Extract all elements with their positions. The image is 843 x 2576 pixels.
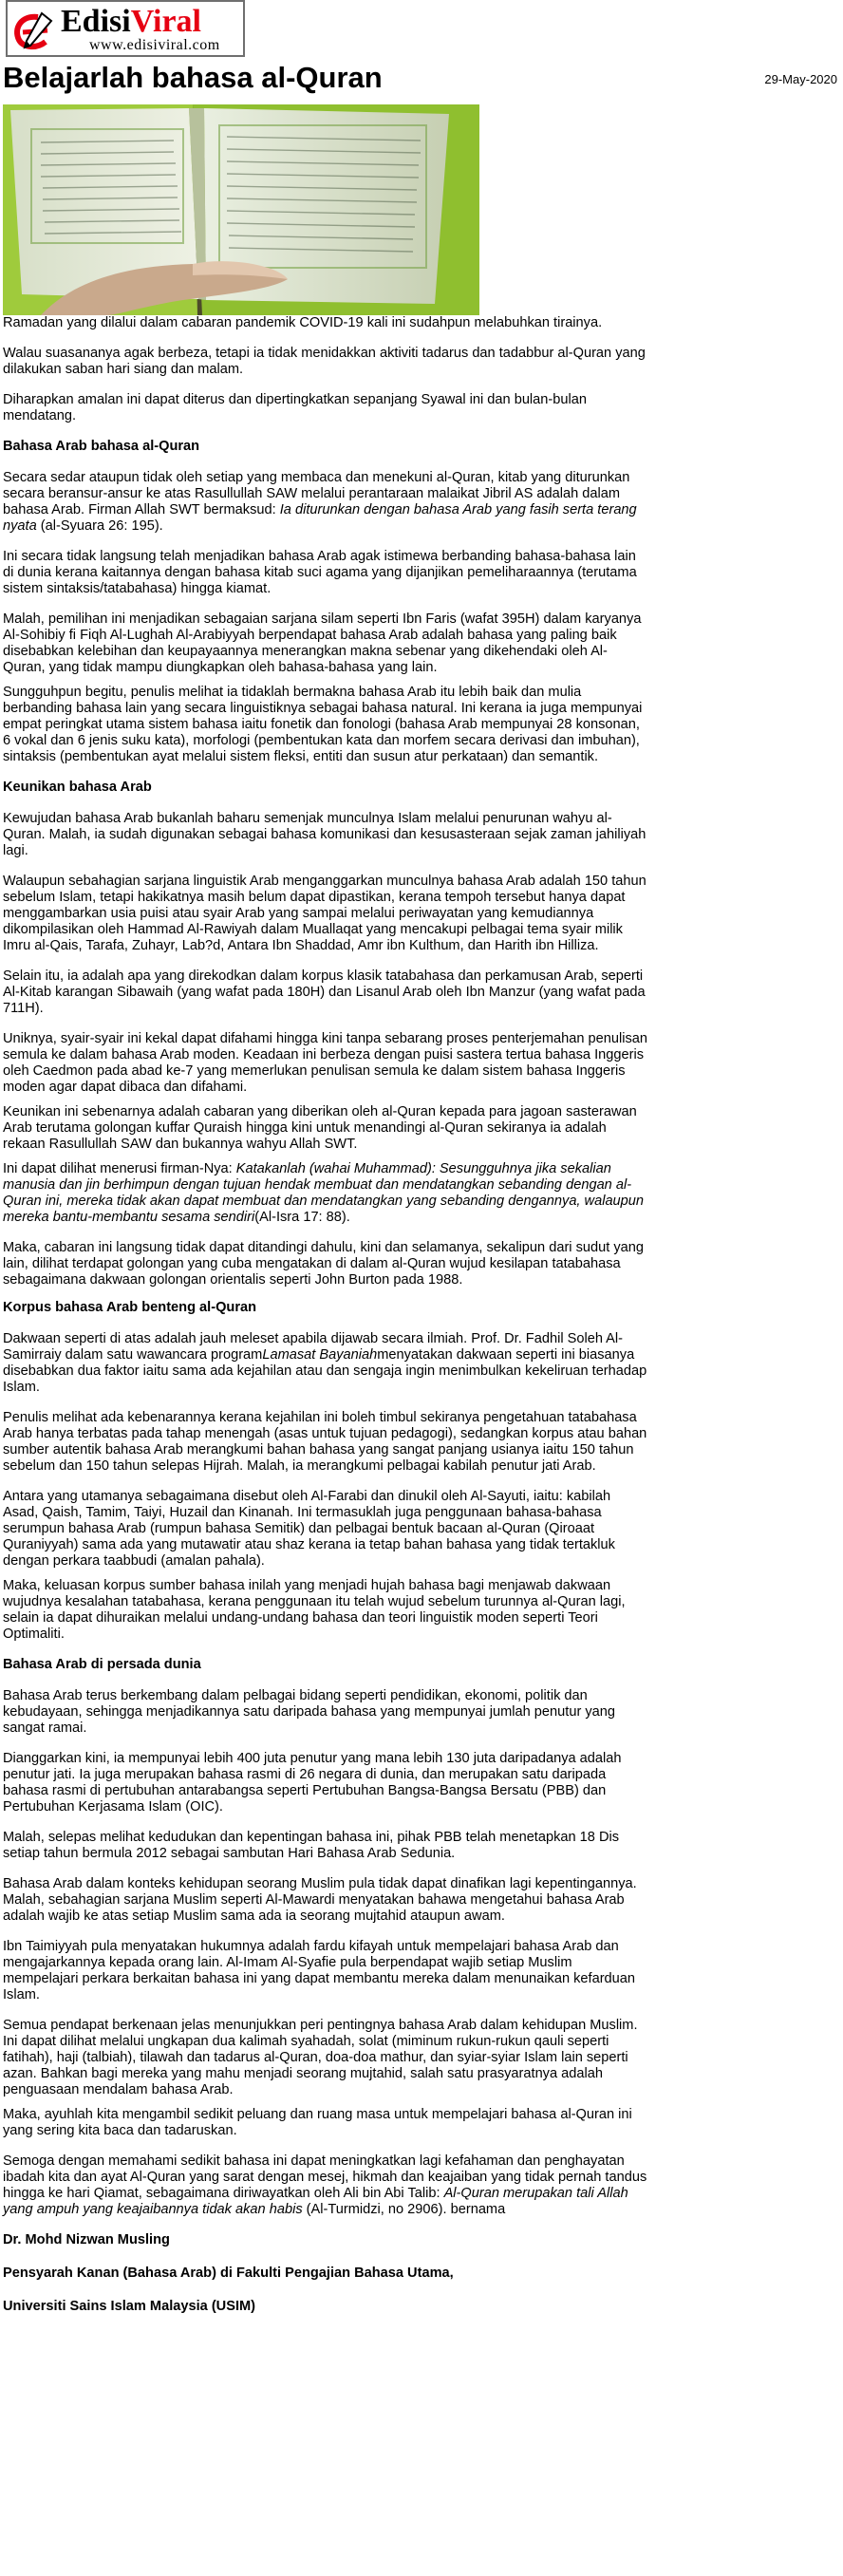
site-logo[interactable]: [6, 0, 245, 57]
logo-name-edisi: Edisi: [61, 4, 131, 39]
article-paragraph: Semua pendapat berkenaan jelas menunjukkan peri pentingnya bahasa Arab dalam kehidupan Muslim. Ini dapat dilihat melalui ungkapan dua kalimah syahadah, solat (miminum rukun-rukun qauli seperti fatihah), haji (talbiah), tilawah dan tadarus al-Quran, doa-doa mathur, dan syiar-syiar Islam lain seperti azan. Bahkan bagi mereka yang mahu menjadi seorang mujtahid, salah satu prasyaratnya adalah penguasaan mendalam bahasa Arab.: [3, 2018, 638, 2097]
section-heading: Korpus bahasa Arab benteng al-Quran: [3, 1300, 257, 1315]
section-heading: Bahasa Arab di persada dunia: [3, 1657, 201, 1672]
article-paragraph: [3, 2153, 648, 2218]
article-paragraph: Malah, selepas melihat kedudukan dan kepentingan bahasa ini, pihak PBB telah menetapkan 18 Dis setiap tahun bermula 2012 sebagai sambutan Hari Bahasa Arab Sedunia.: [3, 1830, 620, 1861]
article-paragraph: Walau suasananya agak berbeza, tetapi ia tidak menidakkan aktiviti tadarus dan tadabbur al-Quran yang dilakukan saban hari siang dan malam.: [3, 346, 646, 377]
section-heading: Keunikan bahasa Arab: [3, 780, 152, 795]
article-paragraph: [3, 470, 648, 535]
article-paragraph: Selain itu, ia adalah apa yang direkodkan dalam korpus klasik tatabahasa dan perkamusan Arab, seperti Al-Kitab karangan Sibawaih (yang wafat pada 180H) dan Lisanul Arab oleh Ibn Manzur (yang wafat pada 711H).: [3, 968, 646, 1016]
paragraph-text-after: (Al-Isra 17: 88).: [254, 1210, 350, 1225]
article-paragraph: [3, 1161, 648, 1226]
paragraph-text: Secara sedar ataupun tidak oleh setiap yang membaca dan menekuni al-Quran, kitab yang diturunkan secara beransur-ansur ke atas Rasullullah SAW melalui perantaraan malaikat Jibril AS adalah dalam bahasa Arab. Firman Allah SWT bermaksud:: [3, 470, 630, 517]
quoted-verse: Katakanlah (wahai Muhammad): Sesungguhnya jika sekalian manusia dan jin berhimpun dengan tujuan hendak membuat dan mendatangkan sebanding dengan al-Quran ini, mereka tidak akan dapat membuat dan mendatangkan yang sebanding dengannya, walaupun mereka bantu-membantu sesama sendiri: [3, 1161, 645, 1225]
paragraph-text: Semoga dengan memahami sedikit bahasa ini dapat meningkatkan lagi kefahaman dan penghayatan ibadah kita dan ayat Al-Quran yang sarat dengan mesej, hikmah dan keajaiban yang tidak pernah tandus hingga ke hari Qiamat, sebagaimana diriwayatkan oleh Ali bin Abi Talib:: [3, 2153, 647, 2201]
paragraph-text-after: (Al-Turmidzi, no 2906). bernama: [302, 2202, 506, 2217]
author-signature-line: Universiti Sains Islam Malaysia (USIM): [3, 2299, 256, 2314]
article-paragraph: Bahasa Arab dalam konteks kehidupan seorang Muslim pula tidak dapat dinafikan lagi kepentingannya. Malah, sebahagian sarjana Muslim seperti Al-Mawardi menyatakan bahawa mengetahui bahasa Arab adalah wajib ke atas setiap Muslim sama ada ia seorang mujtahid ataupun awam.: [3, 1876, 637, 1924]
author-signature-line: Pensyarah Kanan (Bahasa Arab) di Fakulti Pengajian Bahasa Utama,: [3, 2266, 454, 2281]
logo-name-viral: Viral: [130, 4, 201, 39]
article-paragraph: Malah, pemilihan ini menjadikan sebagaian sarjana silam seperti Ibn Faris (wafat 395H) dalam karyanya Al-Sohibiy fi Fiqh Al-Lughah Al-Arabiyyah berpendapat bahasa Arab adalah bahasa yang paling baik disebabkan kelebihan dan keupayaannya menerangkan makna sebenar yang dikehendaki oleh Al-Quran, yang tidak mampu diungkapkan oleh bahasa-bahasa yang lain.: [3, 611, 642, 675]
article-paragraph: Walaupun sebahagian sarjana linguistik Arab menganggarkan munculnya bahasa Arab adalah 150 tahun sebelum Islam, tetapi hakikatnya masih belum dapat dipastikan, kerana tempoh tersebut hanya dapat menggambarkan usia puisi atau syair Arab yang sampai melalui periwayatan yang kemudiannya dikompilasikan oleh Hammad Al-Rawiyah dalam Muallaqat yang mencakupi pelbagai tema syair milik Imru al-Qais, Tarafa, Zuhayr, Lab?d, Antara Ibn Shaddad, Amr ibn Kulthum, dan Harith ibn Hilliza.: [3, 874, 646, 953]
title-row: [3, 59, 843, 99]
article-paragraph: Ramadan yang dilalui dalam cabaran pandemik COVID-19 kali ini sudahpun melabuhkan tirainya.: [3, 315, 603, 330]
quoted-verse: Ia diturunkan dengan bahasa Arab yang fasih serta terang nyata: [3, 502, 637, 534]
article-paragraph: Ibn Taimiyyah pula menyatakan hukumnya adalah fardu kifayah untuk mempelajari bahasa Arab dan mengajarkannya kepada orang lain. Al-Imam Al-Syafie pula berpendapat wajib setiap Muslim mempelajari perkara berkaitan bahasa ini yang dapat membantu mereka dalam menunaikan kefarduan Islam.: [3, 1939, 636, 2003]
article-paragraph: Maka, cabaran ini langsung tidak dapat ditandingi dahulu, kini dan selamanya, sekalipun dari sudut yang lain, dilihat terdapat golongan yang cuba mengatakan di dalam al-Quran wujud kesilapan tatabahasa sebagaimana dakwaan golongan orientalis seperti John Burton pada 1988.: [3, 1240, 645, 1288]
quoted-verse: Al-Quran merupakan tali Allah yang ampuh yang keajaibannya tidak akan habis: [3, 2186, 628, 2217]
article-paragraph: Bahasa Arab terus berkembang dalam pelbagai bidang seperti pendidikan, ekonomi, politik dan kebudayaan, sehingga menjadikannya satu daripada bahasa yang mempunyai jumlah penutur yang sangat ramai.: [3, 1688, 616, 1736]
author-signature-line: Dr. Mohd Nizwan Musling: [3, 2232, 170, 2247]
logo-wordmark: [61, 5, 201, 39]
article-paragraph: Uniknya, syair-syair ini kekal dapat difahami hingga kini tanpa sebarang proses penterjemahan penulisan semula ke dalam bahasa Arab moden. Keadaan ini berbeza dengan puisi sastera tertua bahasa Inggeris oleh Caedmon pada abad ke-7 yang memerlukan penulisan semula ke dalam sistem bahasa Inggeris moden agar dapat dibaca dan difahami.: [3, 1031, 648, 1095]
article-paragraph: Maka, keluasan korpus sumber bahasa inilah yang menjadi hujah bahasa bagi menjawab dakwaan wujudnya kesalahan tatabahasa, kerana penggunaan itu telah wujud sebelum turunnya al-Quran lagi, selain ia dapat dihuraikan melalui undang-undang bahasa dan teori linguistik moden seperti Teori Optimaliti.: [3, 1578, 626, 1642]
article-body: [3, 315, 843, 2315]
paragraph-text-after: menyatakan dakwaan seperti ini biasanya disebabkan dua faktor iaitu sama ada kejahilan atau dan sengaja ingin menimbulkan kekeliruan terhadap Islam.: [3, 1347, 647, 1395]
paragraph-text: Dakwaan seperti di atas adalah jauh meleset apabila dijawab secara ilmiah. Prof. Dr. Fadhil Soleh Al-Samirraiy dalam satu wawancara program: [3, 1331, 624, 1363]
paragraph-text-after: (al-Syuara 26: 195).: [36, 518, 163, 534]
quoted-verse: Lamasat Bayaniah: [262, 1347, 378, 1363]
article-paragraph: Antara yang utamanya sebagaimana disebut oleh Al-Farabi dan dinukil oleh Al-Sayuti, iaitu: kabilah Asad, Qaish, Tamim, Taiyi, Huzail dan Kinanah. Ini termasuklah juga penggunaan bahasa-bahasa serumpun bahasa Arab (rumpun bahasa Semitik) dan pelbagai bentuk bacaan al-Quran (Qiroaat Quraniyyah) sama ada yang mutawatir atau shaz kerana ia tetap bahan bahasa yang tidak tertakluk dengan perkara taabbudi (amalan pahala).: [3, 1489, 615, 1569]
article-paragraph: Kewujudan bahasa Arab bukanlah baharu semenjak munculnya Islam melalui penurunan wahyu al-Quran. Malah, ia sudah digunakan sebagai bahasa komunikasi dan kesusasteraan sejak zaman jahiliyah lagi.: [3, 811, 646, 858]
article-paragraph: Ini secara tidak langsung telah menjadikan bahasa Arab agak istimewa berbanding bahasa-bahasa lain di dunia kerana kaitannya dengan bahasa kitab suci agama yang dijanjikan pemeliharaannya (terutama sistem sintaksis/tatabahasa) hingga kiamat.: [3, 549, 637, 596]
article-paragraph: Dianggarkan kini, ia mempunyai lebih 400 juta penutur yang mana lebih 130 juta daripadanya adalah penutur jati. Ia juga merupakan bahasa rasmi di 26 negara di dunia, dan merupakan satu daripada bahasa rasmi di pertubuhan antarabangsa seperti Pertubuhan Bangsa-Bangsa Bersatu (PBB) dan Pertubuhan Kerjasama Islam (OIC).: [3, 1751, 622, 1814]
article-paragraph: [3, 1331, 648, 1396]
logo-swoosh-icon: [9, 9, 61, 53]
quran-book-photo: [3, 104, 479, 315]
article-title: Belajarlah bahasa al-Quran: [3, 61, 383, 94]
article-paragraph: Keunikan ini sebenarnya adalah cabaran yang diberikan oleh al-Quran kepada para jagoan sasterawan Arab terutama golongan kuffar Quraish hingga kini untuk menandingi al-Quran sekiranya ia adalah rekaan Rasullullah SAW dan bukannya wahyu Allah SWT.: [3, 1104, 637, 1152]
paragraph-text: Ini dapat dilihat menerusi firman-Nya:: [3, 1161, 236, 1176]
article-paragraph: Sungguhpun begitu, penulis melihat ia tidaklah bermakna bahasa Arab itu lebih baik dan mulia berbanding bahasa lain yang secara linguistiknya sebagai bahasa natural. Ini kerana ia juga mempunyai empat peringkat utama sistem bahasa iaitu fonetik dan fonologi (bahasa Arab mempunyai 28 konsonan, 6 vokal dan 6 jenis suku kata), morfologi (pembentukan kata dan morfem secara derivasi dan imbuhan), sintaksis (pembentukan ayat melalui sistem fleksi, entiti dan susun atur perkataan) dan semantik.: [3, 685, 643, 764]
article-date: 29-May-2020: [764, 72, 837, 86]
section-heading: Bahasa Arab bahasa al-Quran: [3, 439, 200, 454]
logo-url: www.edisiviral.com: [89, 37, 220, 53]
article-paragraph: Penulis melihat ada kebenarannya kerana kejahilan ini boleh timbul sekiranya pengetahuan tatabahasa Arab hanya terbatas pada tahap menengah (asas untuk tujuan pedagogi), sedangkan korpus atau bahan sumber autentik bahasa Arab merangkumi bahan bahasa yang sangat panjang usianya iaitu 150 tahun sebelum dan 150 tahun selepas Hijrah. Malah, ia merangkumi pelbagai kabilah penutur jati Arab.: [3, 1410, 647, 1474]
site-header: [3, 0, 843, 59]
article-photo: [3, 104, 479, 315]
article-paragraph: Diharapkan amalan ini dapat diterus dan dipertingkatkan sepanjang Syawal ini dan bulan-bulan mendatang.: [3, 392, 587, 423]
article-paragraph: Maka, ayuhlah kita mengambil sedikit peluang dan ruang masa untuk mempelajari bahasa al-Quran ini yang sering kita baca dan tadaruskan.: [3, 2107, 632, 2138]
